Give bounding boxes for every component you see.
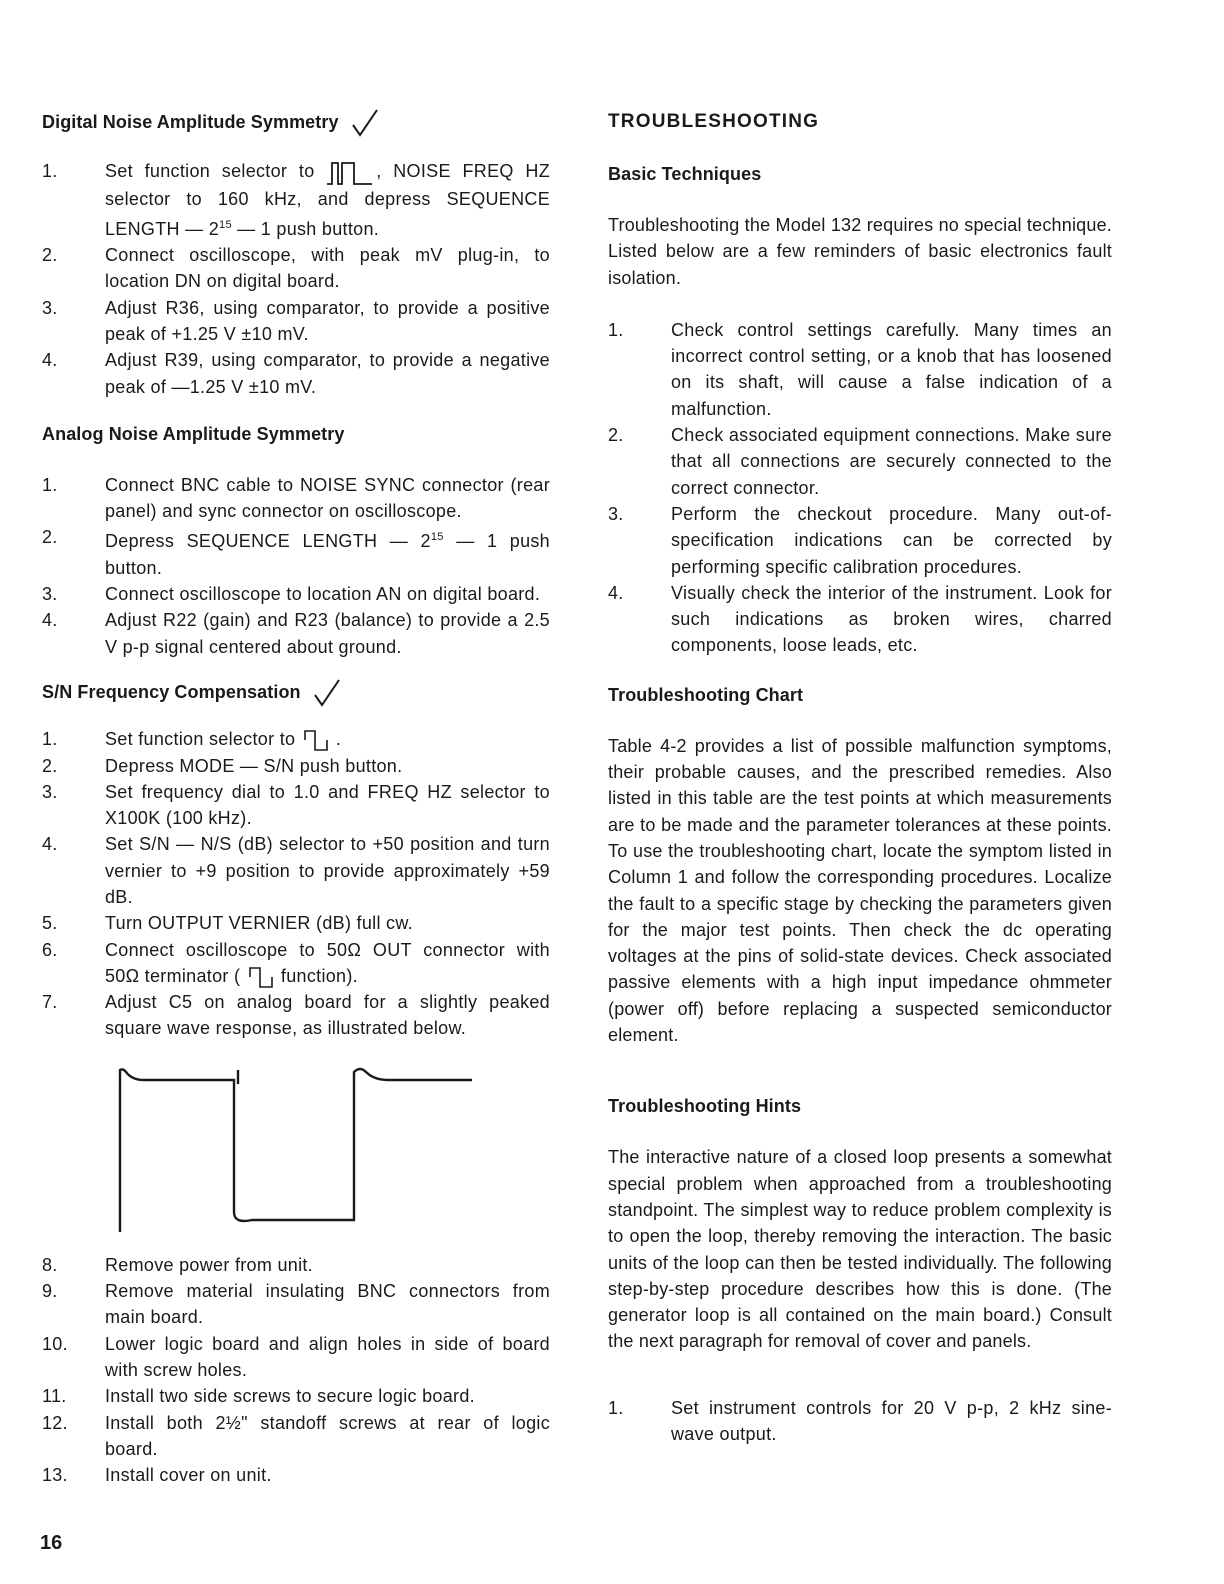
step-item: 2. Depress MODE — S/N push button. [42, 755, 403, 776]
step-item: 9. Remove material insulating BNC connectors from main board. [42, 1281, 550, 1328]
step-item: 6. Connect oscilloscope to 50Ω OUT connector with 50Ω terminator ( function). [42, 937, 550, 990]
step-item: 4. Adjust R22 (gain) and R23 (balance) to provide a 2.5 V p-p signal centered about ground. [42, 610, 550, 657]
step-item: 1. Set instrument controls for 20 V p-p, 2 kHz sine-wave output. [608, 1397, 1112, 1444]
section-digital-noise [42, 108, 550, 400]
step-item: 13. Install cover on unit. [42, 1465, 272, 1486]
step-item: 4. Adjust R39, using comparator, to provide a negative peak of —1.25 V ±10 mV. [42, 350, 550, 397]
step-item: 1. Check control settings carefully. Many times an incorrect control setting, or a knob that has loosened on its shaft, will cause a false indication of a malfunction. [608, 319, 1112, 419]
section-sn-frequency [42, 678, 550, 1488]
section-basic-techniques [608, 160, 1112, 659]
section-heading: Troubleshooting Chart [608, 684, 804, 705]
section-troubleshooting-chart [608, 681, 1112, 1049]
section-heading: S/N Frequency Compensation [42, 678, 550, 708]
left-column [42, 108, 550, 1488]
step-item: 11. Install two side screws to secure logic board. [42, 1386, 475, 1407]
step-item: 2. Connect oscilloscope, with peak mV plug-in, to location DN on digital board. [42, 245, 550, 292]
step-item: 4. Visually check the interior of the instrument. Look for such indications as broken wires, charred components, loose leads, etc. [608, 582, 1112, 656]
checkmark-icon [313, 678, 341, 708]
step-item: 3. Adjust R36, using comparator, to provide a positive peak of +1.25 V ±10 mV. [42, 297, 550, 344]
step-item: 2. Check associated equipment connections. Make sure that all connections are securely connected to the correct connector. [608, 425, 1112, 498]
page-number: 16 [40, 1532, 63, 1554]
step-item: 1. Set function selector to . [42, 726, 550, 752]
step-item: 3. Connect oscilloscope to location AN on digital board. [42, 584, 541, 605]
step-item: 10. Lower logic board and align holes in side of board with screw holes. [42, 1333, 550, 1380]
section-heading: Troubleshooting Hints [608, 1096, 802, 1117]
step-item: 12. Install both 2½" standoff screws at rear of logic board. [42, 1412, 550, 1459]
step-item: 8. Remove power from unit. [42, 1254, 313, 1275]
step-list [608, 317, 1112, 659]
step-item: 5. Turn OUTPUT VERNIER (dB) full cw. [42, 913, 413, 934]
checkmark-icon [351, 108, 379, 138]
step-item: 7. Adjust C5 on analog board for a slightly peaked square wave response, as illustrated below. [42, 992, 550, 1039]
step-list [608, 1395, 1112, 1448]
section-analog-noise [42, 420, 550, 660]
noise-waveform-icon [326, 160, 376, 186]
step-list [42, 726, 550, 1042]
body-paragraph: Troubleshooting the Model 132 requires no special technique. Listed below are a few reminders of basic electronics fault isolation. [608, 215, 1112, 288]
step-item: 3. Set frequency dial to 1.0 and FREQ HZ selector to X100K (100 kHz). [42, 781, 550, 829]
section-heading: Digital Noise Amplitude Symmetry [42, 108, 550, 138]
pulse-waveform-icon [246, 965, 276, 989]
step-list [42, 158, 550, 400]
section-troubleshooting-hints [608, 1092, 1112, 1447]
section-heading: Analog Noise Amplitude Symmetry [42, 423, 345, 444]
square-wave-illustration [112, 1062, 482, 1237]
square-wave-figure [112, 1062, 550, 1242]
pulse-waveform-icon [301, 728, 331, 752]
body-paragraph: Table 4-2 provides a list of possible malfunction symptoms, their probable causes, and the prescribed remedies. Also listed in this table are the test points at which measurements are to be made and the parameter tolerances at these points. To use the troubleshooting chart, locate the symptom listed in Column 1 and follow the corresponding procedures. Localize the fault to a specific stage by checking the parameters given for the major test points. Then check the dc operating voltages at the pins of solid-state devices. Check associated passive elements with a high input impedance ohmmeter (power off) before replacing a suspected semiconductor element. [608, 735, 1112, 1046]
step-item: 1. Set function selector to , NOISE FREQ HZ selector to 160 kHz, and depress SEQUENCE LENGTH — $2^{15}$ — 1 push button. [42, 161, 550, 239]
right-column [608, 108, 1112, 1447]
step-list [42, 1252, 550, 1489]
chapter-heading: TROUBLESHOOTING [608, 111, 820, 132]
section-heading: Basic Techniques [608, 164, 762, 184]
step-item: 3. Perform the checkout procedure. Many out-of-specification indications can be corrected by performing specific calibration procedures. [608, 503, 1112, 577]
step-item: 1. Connect BNC cable to NOISE SYNC connector (rear panel) and sync connector on oscilloscope. [42, 474, 550, 522]
step-item: 4. Set S/N — N/S (dB) selector to +50 position and turn vernier to +9 position to provide approximately +59 dB. [42, 834, 550, 907]
step-list [42, 472, 550, 660]
body-paragraph: The interactive nature of a closed loop presents a somewhat special problem when approached from a troubleshooting standpoint. The simplest way to reduce problem complexity is to open the loop, thereby removing the interaction. The basic units of the loop can then be tested individually. The following step-by-step procedure describes how this is done. (The generator loop is all contained on the main board.) Consult the next paragraph for removal of cover and panels. [608, 1147, 1112, 1352]
step-item: 2. Depress SEQUENCE LENGTH — $2^{15}$ — 1 push button. [42, 527, 550, 578]
